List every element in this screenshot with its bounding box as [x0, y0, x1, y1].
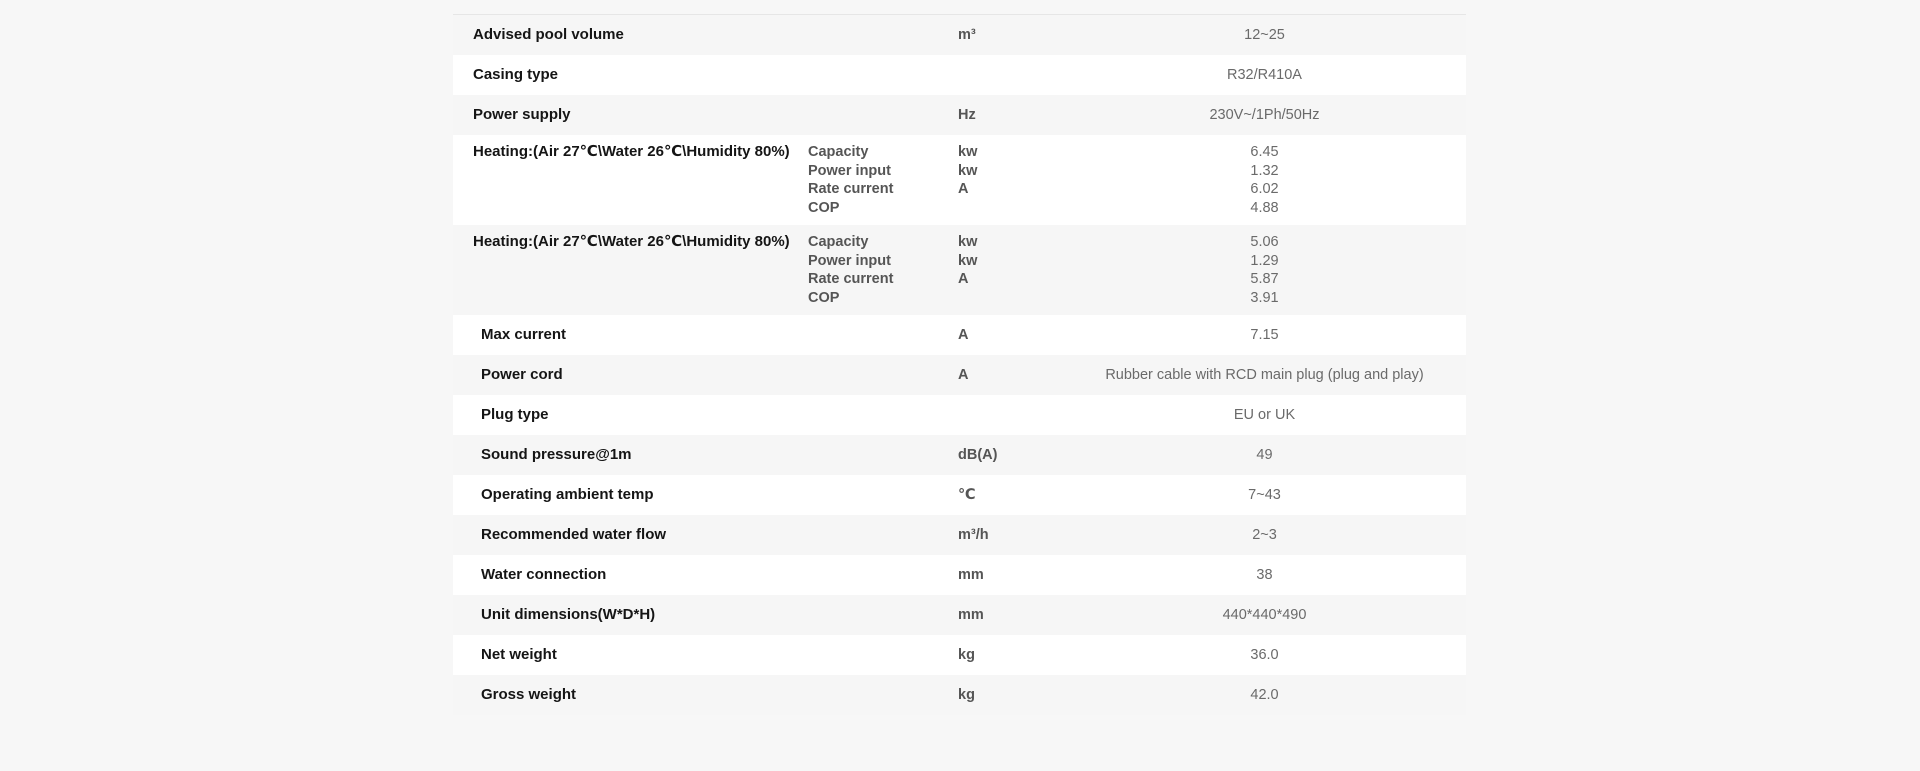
row-units: [958, 143, 1063, 217]
row-label: Sound pressure@1m: [481, 446, 632, 463]
row-unit: kg: [958, 647, 975, 663]
spec-row-heating-2: [453, 225, 1466, 315]
spec-table: [453, 14, 1466, 715]
sub-label-power-input: Power input: [808, 252, 891, 269]
sub-unit: kw: [958, 252, 978, 269]
spec-row-operating-ambient-temp: [453, 475, 1466, 515]
row-values: [1063, 143, 1466, 217]
spec-row-unit-dimensions: [453, 595, 1466, 635]
sub-value: 3.91: [1250, 289, 1279, 306]
sub-value: 6.02: [1250, 181, 1279, 197]
sub-unit: A: [958, 271, 969, 287]
sub-value: 5.06: [1250, 234, 1279, 250]
spec-row-max-current: [453, 315, 1466, 355]
row-label: Recommended water flow: [481, 526, 667, 543]
row-unit: dB(A): [958, 447, 998, 463]
sub-unit: [958, 289, 1063, 308]
spec-row-sound-pressure: [453, 435, 1466, 475]
sub-value: 4.88: [1250, 199, 1279, 216]
row-unit: m³: [958, 27, 976, 43]
row-unit: ℃: [958, 487, 976, 503]
row-value: 230V~/1Ph/50Hz: [1209, 107, 1320, 123]
row-label: Net weight: [481, 646, 557, 663]
spec-row-advised-pool-volume: [453, 15, 1466, 55]
sub-unit: [958, 199, 1063, 218]
spec-row-power-cord: [453, 355, 1466, 395]
spec-row-power-supply: [453, 95, 1466, 135]
sub-label-cop: COP: [808, 289, 840, 306]
sub-label-capacity: Capacity: [808, 234, 869, 250]
row-label: Advised pool volume: [473, 26, 624, 43]
row-label: Heating:(Air 27℃\Water 26℃\Humidity 80%): [473, 143, 790, 160]
row-label: Unit dimensions(W*D*H): [481, 606, 656, 623]
row-label: Max current: [481, 326, 567, 343]
sub-value: 5.87: [1250, 271, 1279, 287]
sub-unit: kw: [958, 162, 978, 179]
row-label: Plug type: [481, 406, 549, 423]
row-sub-labels: [808, 233, 958, 307]
row-value: 12~25: [1244, 27, 1285, 43]
row-unit: m³/h: [958, 527, 989, 543]
row-label: Casing type: [473, 66, 559, 83]
sub-label-capacity: Capacity: [808, 144, 869, 160]
row-value: 7~43: [1248, 487, 1281, 503]
sub-value: 1.29: [1250, 252, 1279, 269]
sub-value: 1.32: [1250, 162, 1279, 179]
row-unit: A: [958, 367, 969, 383]
row-value: 42.0: [1250, 687, 1279, 703]
row-unit: mm: [958, 607, 984, 623]
row-label: Water connection: [481, 566, 607, 583]
row-values: [1063, 233, 1466, 307]
sub-unit: A: [958, 181, 969, 197]
row-value: 36.0: [1250, 647, 1279, 663]
sub-label-rate-current: Rate current: [808, 271, 894, 287]
row-value: R32/R410A: [1227, 67, 1302, 83]
row-value: 49: [1256, 447, 1273, 463]
spec-row-net-weight: [453, 635, 1466, 675]
row-units: [958, 233, 1063, 307]
sub-label-cop: COP: [808, 199, 840, 216]
spec-row-gross-weight: [453, 675, 1466, 715]
row-value: 2~3: [1252, 527, 1277, 543]
spec-row-water-connection: [453, 555, 1466, 595]
row-unit: A: [958, 327, 969, 343]
sub-label-power-input: Power input: [808, 162, 891, 179]
row-unit: Hz: [958, 107, 976, 123]
sub-value: 6.45: [1250, 144, 1279, 160]
row-unit: kg: [958, 687, 975, 703]
row-label: Operating ambient temp: [481, 486, 654, 503]
spec-row-heating-1: [453, 135, 1466, 225]
row-value: EU or UK: [1233, 407, 1296, 423]
sub-label-rate-current: Rate current: [808, 181, 894, 197]
spec-row-casing-type: [453, 55, 1466, 95]
row-value: 440*440*490: [1222, 607, 1307, 623]
row-value: Rubber cable with RCD main plug (plug and play): [1105, 367, 1424, 383]
row-value: 7.15: [1250, 327, 1279, 343]
row-sub-labels: [808, 143, 958, 217]
row-label: Power supply: [473, 106, 571, 123]
spec-row-plug-type: [453, 395, 1466, 435]
row-value: 38: [1256, 567, 1273, 583]
row-label: Gross weight: [481, 686, 577, 703]
sub-unit: kw: [958, 144, 978, 160]
spec-row-recommended-water-flow: [453, 515, 1466, 555]
sub-unit: kw: [958, 234, 978, 250]
row-unit: mm: [958, 567, 984, 583]
row-label: Heating:(Air 27℃\Water 26℃\Humidity 80%): [473, 233, 790, 250]
row-label: Power cord: [481, 366, 563, 383]
